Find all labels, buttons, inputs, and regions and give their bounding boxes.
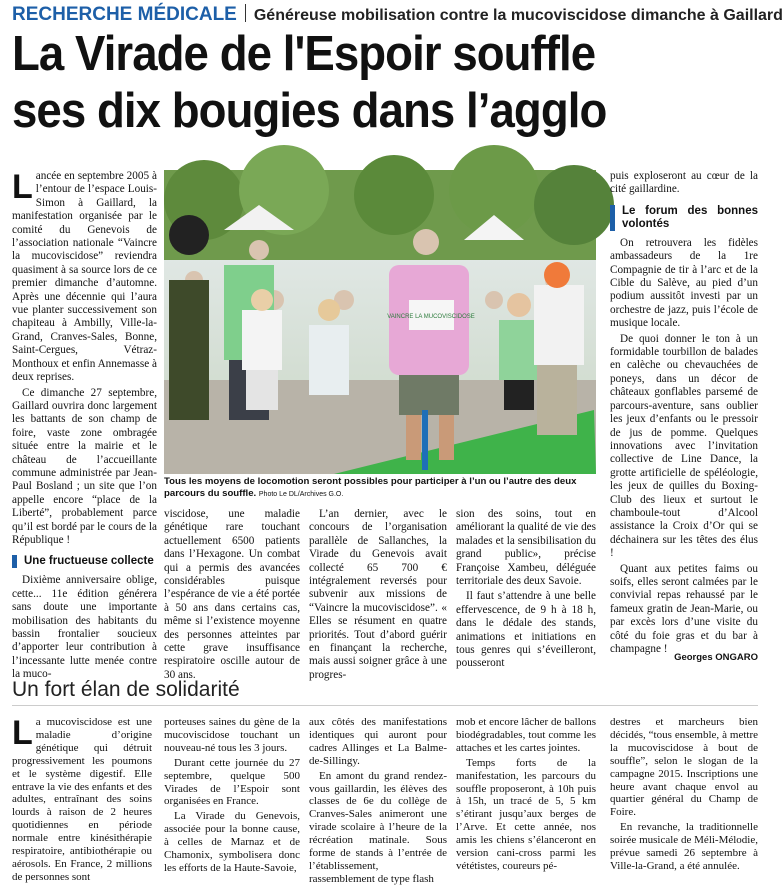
paragraph: Quant aux petites faims ou soifs, elles seront calmées par le convivial repas rehaussé par le fameux gratin de Jean-Marie, ou par excès lors d’une visite du côté du foie gras et du bar à champagne !: [610, 562, 758, 655]
sidebar-column-4: [456, 716, 596, 884]
drop-cap: L: [12, 714, 33, 752]
paragraph-text: ancée en septembre 2005 à l’entour de l’espace Louis-Simon à Gaillard, la manifestation organisée par le comité du Genevois de l’association nationale “Vaincre la mucoviscidose” reviendra quasiment à sa source lors de ce premier dimanche d’automne. Après une décennie qui l’aura vue planter successivement son chapiteau à Ambilly, Ville-la-Grand, Cranves-Sales, Bonne, Saint-Cergues, Vétraz-Monthoux et enfin Annemasse à deux reprises.: [12, 170, 157, 384]
paragraph: destres et marcheurs bien décidés, “tous ensemble, à mettre la mucoviscidose à bout de souffle”, selon le slogan de la campagne 2015. Inscriptions une heure avant chaque envol au quartier général du Champ de Foire.: [610, 716, 758, 819]
drop-cap: L: [12, 168, 33, 206]
kicker-divider: [245, 4, 246, 22]
shirt-text: VAINCRE LA MUCOVISCIDOSE: [387, 314, 475, 320]
headline-line-1: La Virade de l'Espoir souffle: [12, 27, 596, 81]
article-column-5: [610, 170, 758, 655]
photo-credit: Photo Le DL/Archives G.O.: [258, 490, 344, 498]
sidebar-column-2: [164, 716, 300, 884]
article-column-2: [164, 508, 300, 681]
article-photo: [164, 170, 596, 474]
paragraph: Dixième anniversaire oblige, cette... 11e édition générera sans doute une importante mobilisation des habitants du bassin frontalier soucieux d’apporter leur contribution à l’incessante lutte menée contre la muco-: [12, 574, 157, 681]
subheading: Le forum des bonnes volontés: [610, 205, 758, 231]
paragraph: De quoi donner le ton à un formidable tourbillon de balades en calèche ou chevauchées de poneys, dans un décor de châteaux gonflables parsemé de parcours-aventure, sans oublier les jeux d’enfants ou le pressoir de jus de pomme. Quelques innovations avec l’invitation collective de Line Dance, la grotte artificielle de spéléologie, les jeux de quilles du Boxing-Club des lieux et surtout le chamboule-tout d’Alcool assistance la Croix d’Or qui se déchainera sur les têtes des élus !: [610, 332, 758, 560]
paragraph: L’an dernier, avec le concours de l’organisation parallèle de Sallanches, la Virade du Genevois avait collecté 65 700 € intégralement reversés pour subvenir aux missions de “Vaincre la mucoviscidose”. « Elles se résument en quatre priorités. Tout d’abord guérir en finançant la recherche, mais aussi soigner grâce à une progres-: [309, 508, 447, 681]
author-signature: Georges ONGARO: [674, 652, 758, 663]
kicker: [12, 4, 783, 28]
paragraph: Ce dimanche 27 septembre, Gaillard ouvrira donc largement les battants de son champ de foire, vaste zone ombragée située entre la mairie et le château de l’accueillante commune administrée par Jean-Paul Bosland ; un site que l’on appelle encore “place de la Liberté”, probablement parce qu’il est bordé par le cours de la République !: [12, 386, 157, 546]
subheading: Une fructueuse collecte: [12, 555, 157, 568]
photo-caption: [164, 476, 596, 500]
photo-illustration: [164, 170, 596, 474]
sidebar-article-title: Un fort élan de solidarité: [12, 678, 240, 701]
paragraph: On retrouvera les fidèles ambassadeurs de la 1re Compagnie de tir à l’arc et de la Cible du Salève, au pied d’un podium aussitôt investi par un orchestre de jazz, puis l’école de musique locale.: [610, 236, 758, 330]
paragraph: [12, 716, 152, 884]
headline: [12, 26, 710, 140]
paragraph: La Virade du Genevois, associée pour la bonne cause, à celles de Marnaz et de Chamonix, symbolisera donc les efforts de la Haute-Savoie,: [164, 810, 300, 874]
paragraph: Durant cette journée du 27 septembre, quelque 500 Virades de l’Espoir sont organisées en France.: [164, 756, 300, 808]
paragraph: viscidose, une maladie génétique rare touchant actuellement 6500 patients dans l’Hexagone. Un combat qui a permis des avancées considérables puisque l’espérance de vie a été portée à 50 ans dans certains cas, même si l’existence moyenne des personnes atteintes par cette grave insuffisance respiratoire oscille autour de 30 ans.: [164, 508, 300, 681]
paragraph: Temps forts de la manifestation, les parcours du souffle proposeront, à 10h puis à 15h, un tracé de 5, 5 km s’étirant jusqu’aux berges de l’Arve. Et cette année, nos amis les chiens s’élanceront en version cani-cross parmi les vététistes, coureurs pé-: [456, 756, 596, 872]
kicker-subtitle: Généreuse mobilisation contre la mucoviscidose dimanche à Gaillard: [253, 7, 783, 24]
paragraph: puis exploseront au cœur de la cité gaillardine.: [610, 170, 758, 196]
paragraph-text: a mucoviscidose est une maladie d’origine génétique qui détruit progressivement les poumons et le système digestif. Elle entrave la vie des enfants et des adultes, entraînant des soins lourds à raison de 2 heures quotidiennes en période normale entre kinésithérapie respiratoire, antibiothérapie ou aérosols. En France, 2 millions de personnes sont: [12, 716, 152, 883]
paragraph: En revanche, la traditionnelle soirée musicale de Méli-Mélodie, prévue samedi 26 septembre à Ville-la-Grand, a été annulée.: [610, 821, 758, 872]
headline-line-2: ses dix bougies dans l’agglo: [12, 84, 607, 138]
paragraph: mob et encore lâcher de ballons biodégradables, tout comme les attaches et les cartes jointes.: [456, 716, 596, 754]
paragraph: porteuses saines du gène de la mucoviscidose touchant un nouveau-né tous les 3 jours.: [164, 716, 300, 754]
section-divider: [12, 705, 758, 706]
sidebar-column-1: [12, 716, 152, 884]
paragraph: En amont du grand rendez-vous gaillardin, les élèves des classes de 6e du collège de Cranves-Sales animeront une virade scolaire à l’heure de la récréation matinale. Sous forme de stands à l’entrée de l’établissement, rassemblement de type flash: [309, 769, 447, 885]
article-column-3: [309, 508, 447, 681]
paragraph: Il faut s’attendre à une belle effervescence, de 9 h à 18 h, dans le dédale des stands, animations et initiations en tous genres qui s’éveilleront, pousseront: [456, 590, 596, 670]
paragraph: sion des soins, tout en améliorant la qualité de vie des malades et la sensibilisation du grand public», précise Françoise Xambeu, déléguée territoriale des deux Savoie.: [456, 508, 596, 588]
sidebar-column-3: [309, 716, 447, 884]
sidebar-column-5: [610, 716, 758, 884]
article-column-4: [456, 508, 596, 668]
paragraph: aux côtés des manifestations identiques qui auront pour cadres Allinges et La Balme-de-Sillingy.: [309, 716, 447, 767]
caption-text: Tous les moyens de locomotion seront possibles pour participer à l’un ou l’autre des deux parcours du souffle.: [164, 476, 577, 499]
article-column-1: [12, 170, 157, 690]
section-rubric: RECHERCHE MÉDICALE: [12, 4, 237, 25]
paragraph: [12, 170, 157, 385]
